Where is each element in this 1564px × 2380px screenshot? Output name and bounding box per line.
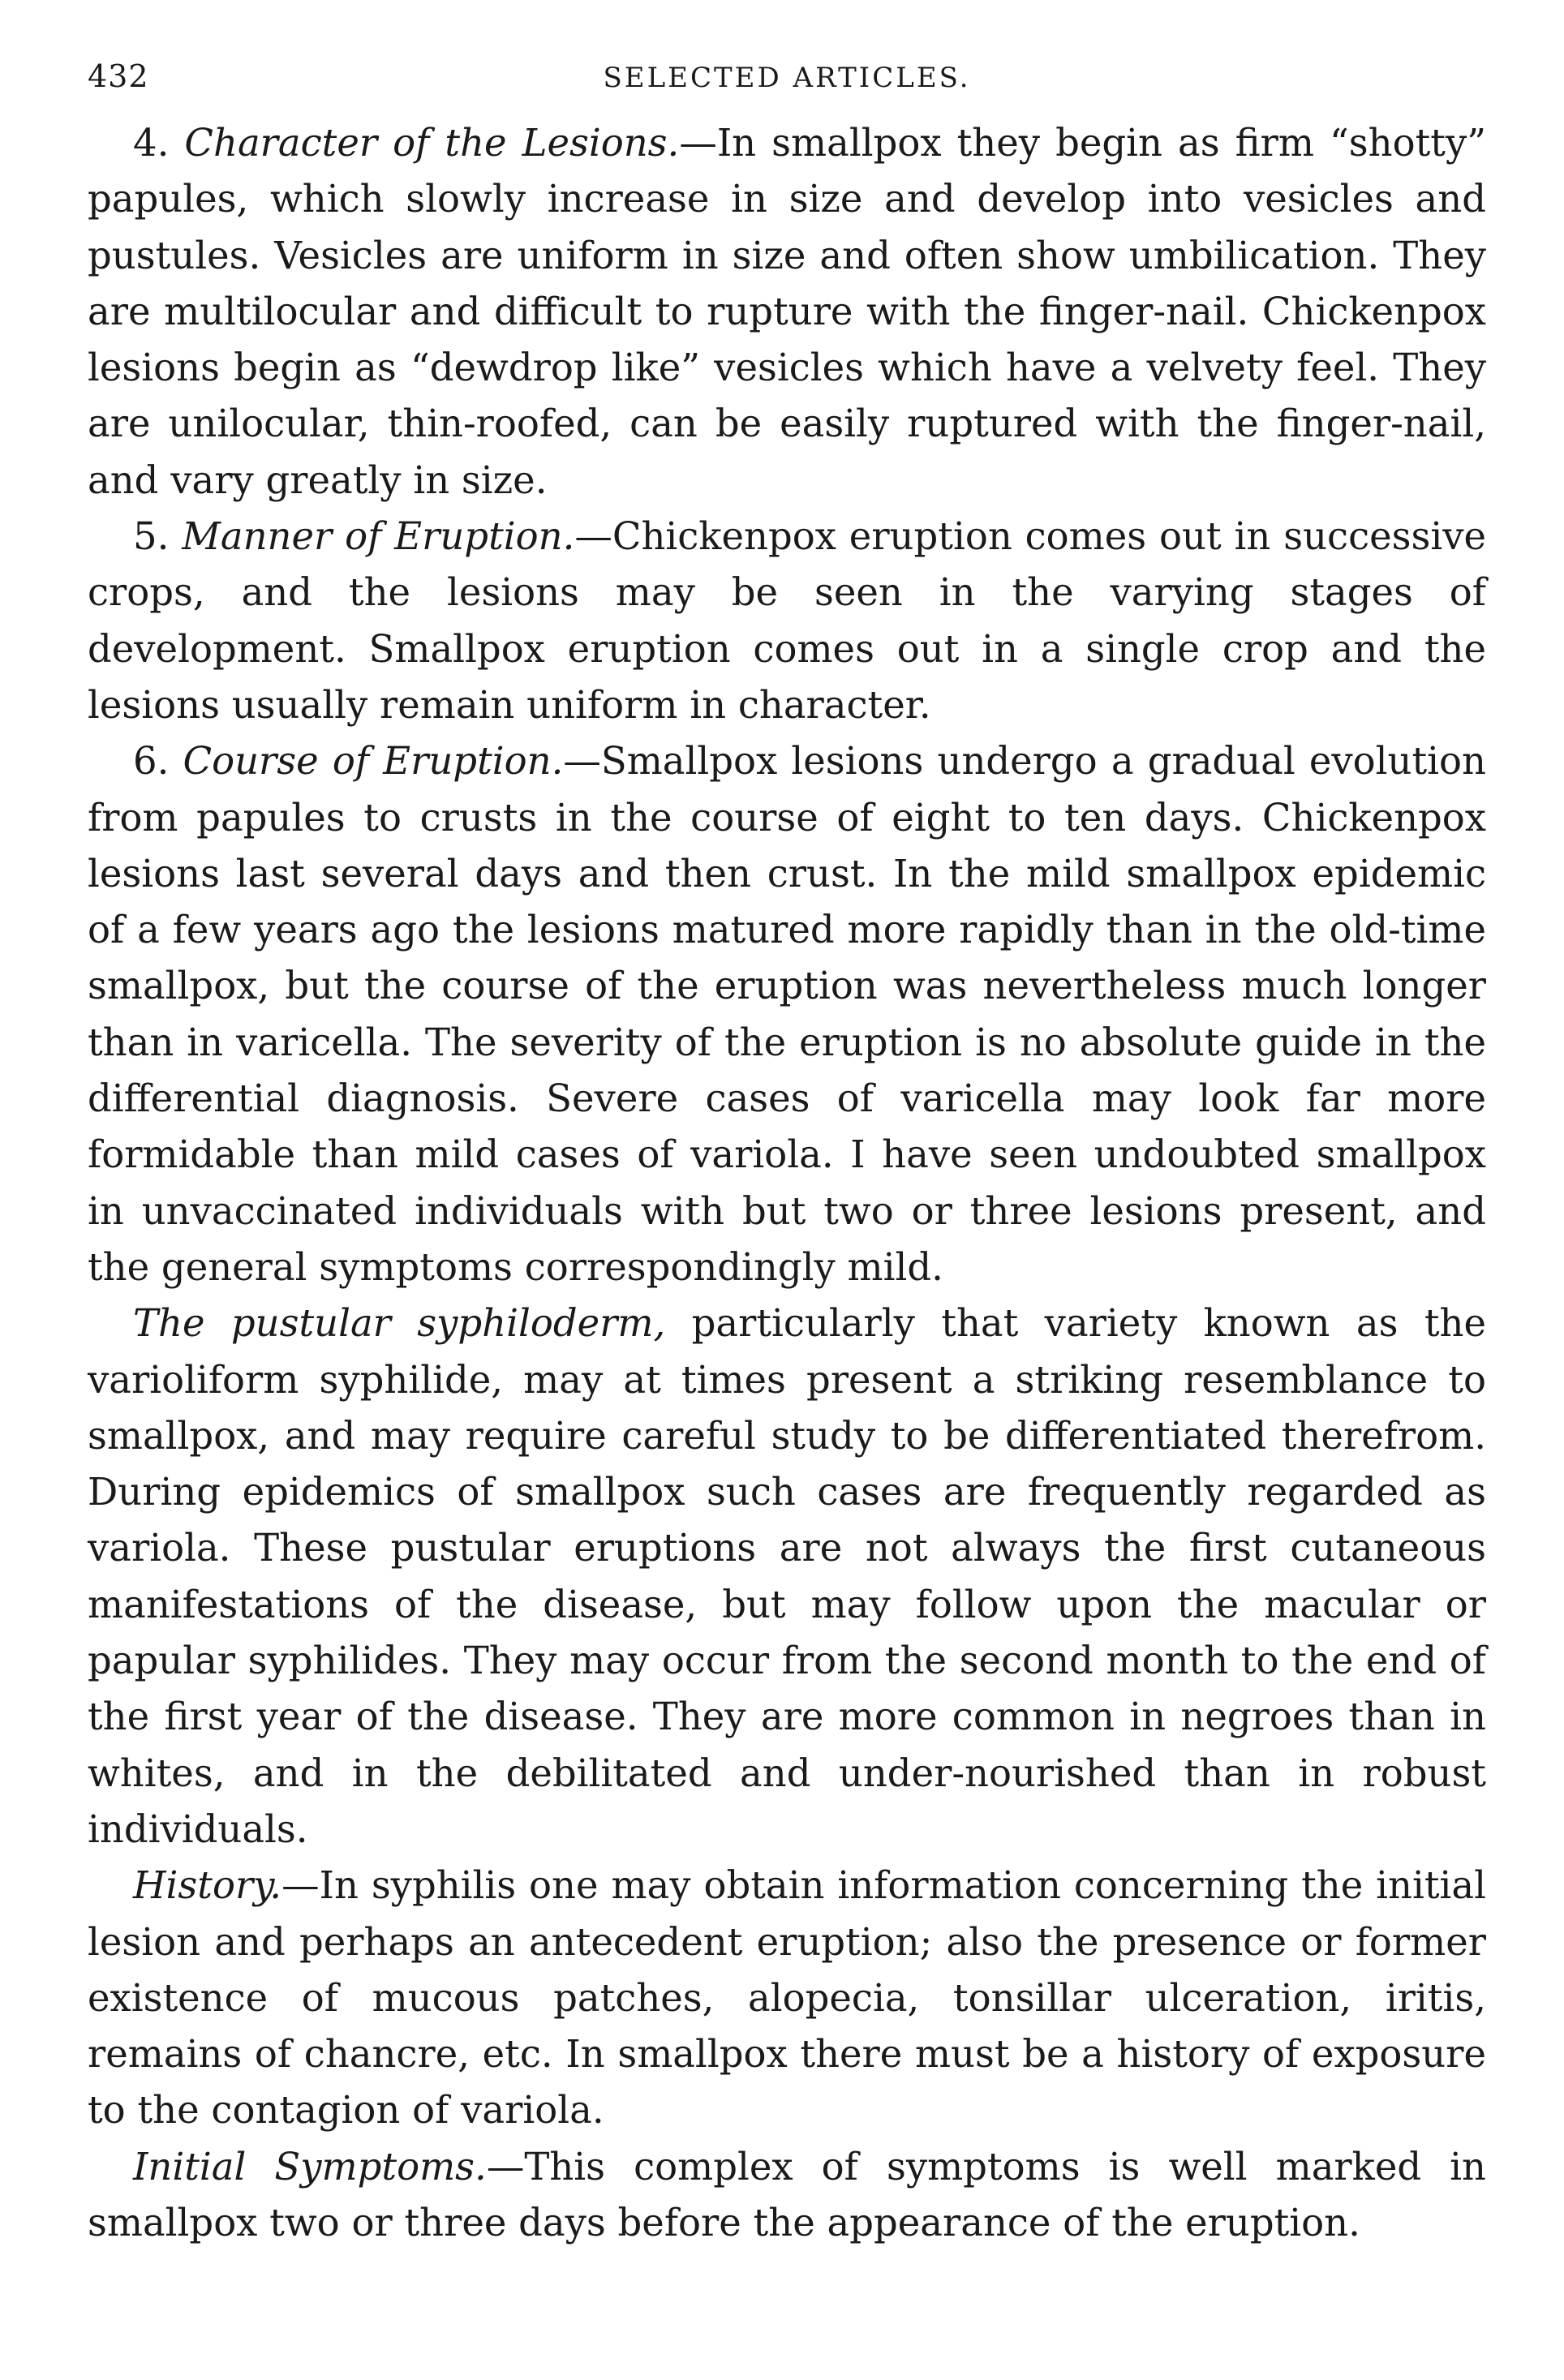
page-header bbox=[88, 58, 1486, 115]
paragraph-manner-of-eruption bbox=[88, 509, 1486, 733]
paragraph-heading: History. bbox=[133, 1863, 282, 1908]
paragraph-number: 6. bbox=[133, 739, 170, 784]
paragraph-text: —This complex of symptoms is well marked in smallpox two or three days before the appearance of the eruption. bbox=[88, 2144, 1487, 2245]
paragraph-text: —In smallpox they begin as firm “shotty” papules, which slowly increase in size and develop into vesicles and pustules. Vesicles are uniform in size and often show umbilication. They are multilocular and difficult to rupture with the finger-nail. Chickenpox lesions begin as “dewdrop like” vesicles which have a velvety feel. They are unilocular, thin-roofed, can be easily ruptured with the finger-nail, and vary greatly in size. bbox=[88, 121, 1486, 502]
paragraph-character-of-lesions bbox=[88, 115, 1486, 509]
paragraph-text: —In syphilis one may obtain information concerning the initial lesion and perhaps an antecedent eruption; also the presence or former existence of mucous patches, alopecia, tonsillar ulceration, iritis, remains of chancre, etc. In smallpox there must be a history of exposure to the contagion of variola. bbox=[88, 1863, 1486, 2133]
paragraph-pustular-syphiloderm bbox=[88, 1295, 1486, 1858]
paragraph-history bbox=[88, 1858, 1486, 2138]
page bbox=[88, 58, 1486, 2251]
paragraph-text: —Smallpox lesions undergo a gradual evolution from papules to crusts in the course of eight to ten days. Chickenpox lesions last several days and then crust. In the mild smallpox epidemic of a few years ago the lesions matured more rapidly than in the old-time smallpox, but the course of the eruption was nevertheless much longer than in varicella. The severity of the eruption is no absolute guide in the differential diagnosis. Severe cases of varicella may look far more formidable than mild cases of variola. I have seen undoubted smallpox in unvaccinated individuals with but two or three lesions present, and the general symptoms correspondingly mild. bbox=[88, 739, 1486, 1289]
paragraph-course-of-eruption bbox=[88, 733, 1486, 1295]
paragraph-heading: Initial Symptoms. bbox=[133, 2144, 487, 2189]
running-head: SELECTED ARTICLES. bbox=[603, 62, 971, 94]
article-body bbox=[88, 115, 1486, 2251]
paragraph-heading: The pustular syphiloderm, bbox=[133, 1301, 666, 1346]
page-number: 432 bbox=[88, 58, 149, 94]
paragraph-heading: Manner of Eruption. bbox=[182, 514, 575, 559]
paragraph-number: 5. bbox=[133, 514, 170, 559]
paragraph-heading: Character of the Lesions. bbox=[184, 121, 680, 165]
paragraph-heading: Course of Eruption. bbox=[183, 739, 564, 784]
paragraph-text: —Chickenpox eruption comes out in successive crops, and the lesions may be seen in the varying stages of development. Smallpox eruption comes out in a single crop and the lesions usually remain uniform in character. bbox=[88, 514, 1487, 727]
paragraph-number: 4. bbox=[133, 121, 170, 165]
paragraph-text: particularly that variety known as the varioliform syphilide, may at times present a striking resemblance to smallpox, and may require careful study to be differentiated therefrom. During epidemics of smallpox such cases are frequently regarded as variola. These pustular eruptions are not always the first cutaneous manifestations of the disease, but may follow upon the macular or papular syphilides. They may occur from the second month to the end of the first year of the disease. They are more common in negroes than in whites, and in the debilitated and under-nourished than in robust individuals. bbox=[88, 1301, 1487, 1851]
paragraph-initial-symptoms bbox=[88, 2139, 1486, 2252]
